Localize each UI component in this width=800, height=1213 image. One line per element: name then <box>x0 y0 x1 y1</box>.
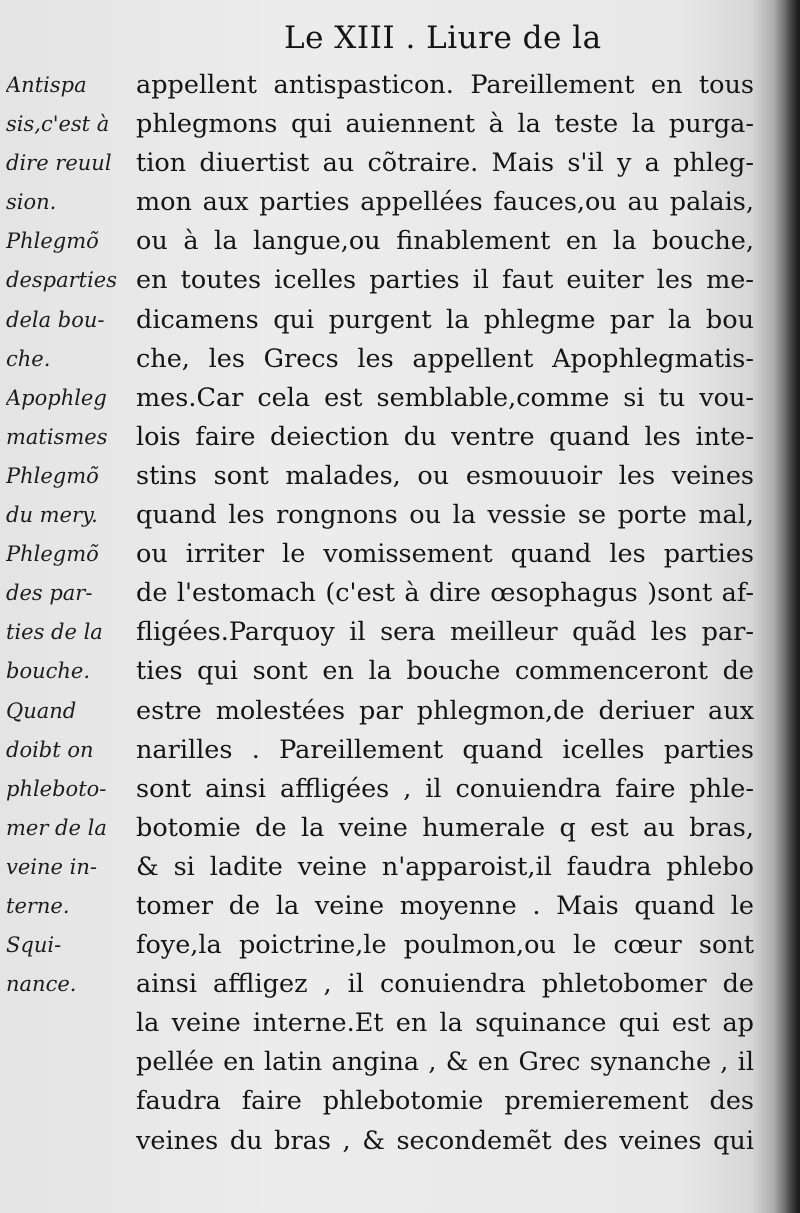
text-line: dicamens qui purgent la phlegme par la bou <box>136 304 754 335</box>
margin-note: bouche. <box>6 659 90 684</box>
margin-note: Phlegmõ <box>6 542 99 567</box>
text-line: ou à la langue,ou finablement en la bouche, <box>136 226 754 257</box>
margin-note: des par- <box>6 581 93 606</box>
running-head: Le XIII . Liure de la <box>284 20 602 56</box>
text-line: veines du bras , & secondemẽt des veines qui <box>136 1125 754 1156</box>
margin-note: veine in- <box>6 854 97 879</box>
margin-note: desparties <box>6 268 118 293</box>
margin-note: ties de la <box>6 620 103 645</box>
margin-note: dela bou- <box>6 307 105 332</box>
margin-note: dire reuul <box>6 151 112 176</box>
margin-note: terne. <box>6 893 70 918</box>
text-line: en toutes icelles parties il faut euiter les me- <box>136 265 754 296</box>
text-line: mes.Car cela est semblable,comme si tu vou- <box>136 382 754 413</box>
margin-note: mer de la <box>6 815 107 840</box>
margin-note: Squi- <box>6 933 62 958</box>
text-line: foye,la poictrine,le poulmon,ou le cœur sont <box>136 930 754 961</box>
margin-note: phleboto- <box>6 776 107 801</box>
text-line: sont ainsi affligées , il conuiendra faire phle- <box>136 773 754 804</box>
text-line: narilles . Pareillement quand icelles parties <box>136 734 754 765</box>
text-line: tomer de la veine moyenne . Mais quand le <box>136 890 754 921</box>
margin-note: nance. <box>6 972 77 997</box>
margin-note: sion. <box>6 190 57 215</box>
main-text-block <box>136 66 754 1161</box>
text-line: de l'estomach (c'est à dire œsophagus )sont af- <box>136 578 754 609</box>
text-line: mon aux parties appellées fauces,ou au palais, <box>136 187 754 218</box>
text-line: che, les Grecs les appellent Apophlegmatis- <box>136 343 754 374</box>
margin-note: Phlegmõ <box>6 463 99 488</box>
margin-note: Antispa <box>6 73 87 97</box>
margin-note: Quand <box>6 698 77 723</box>
text-line: botomie de la veine humerale q est au bras, <box>136 812 754 843</box>
margin-note: Phlegmõ <box>6 229 99 254</box>
text-line: stins sont malades, ou esmouuoir les veines <box>136 460 754 491</box>
margin-note: matismes <box>6 424 108 449</box>
text-line: lois faire deiection du ventre quand les inte- <box>136 421 754 452</box>
text-line: ties qui sont en la bouche commenceront de <box>136 656 754 687</box>
text-line: tion diuertist au cõtraire. Mais s'il y a phleg- <box>136 148 754 179</box>
text-line: quand les rongnons ou la vessie se porte mal, <box>136 500 754 531</box>
margin-note: Apophleg <box>6 385 107 410</box>
text-line: ou irriter le vomissement quand les parties <box>136 539 754 570</box>
text-line: appellent antispasticon. Pareillement en tous <box>136 70 754 100</box>
margin-note: doibt on <box>6 737 94 762</box>
marginalia-column <box>6 66 134 1004</box>
text-line: pellée en latin angina , & en Grec synanche , il <box>136 1047 754 1078</box>
page-gutter-shadow <box>774 0 800 1213</box>
margin-note: du mery. <box>6 503 98 528</box>
text-line: ainsi affligez , il conuiendra phletobomer de <box>136 969 754 1000</box>
text-line: phlegmons qui auiennent à la teste la purga- <box>136 109 754 140</box>
text-line: estre molestées par phlegmon,de deriuer aux <box>136 695 754 726</box>
text-line: faudra faire phlebotomie premierement des <box>136 1086 754 1117</box>
text-line: & si ladite veine n'apparoist,il faudra phlebo <box>136 851 754 882</box>
margin-note: sis,c'est à <box>6 112 110 137</box>
margin-note: che. <box>6 346 51 371</box>
text-line: fligées.Parquoy il sera meilleur quãd les par- <box>136 617 754 648</box>
text-line: la veine interne.Et en la squinance qui est ap <box>136 1008 754 1039</box>
